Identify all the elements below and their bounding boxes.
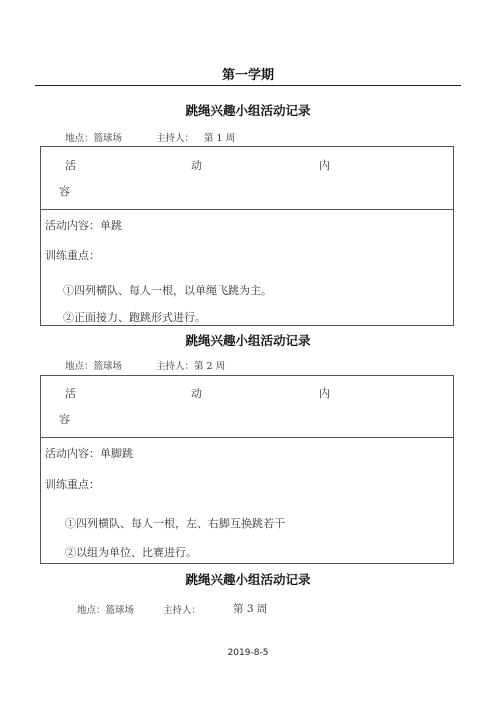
record-2-head-char-1: 活 [65,387,76,400]
record-2-content-label: 活动内容：单脚跳 [45,447,133,460]
page-header-title: 第一学期 [221,68,274,83]
record-3-place: 地点：篮球场 [77,605,135,616]
record-1-point-1: ①四列横队、每人一根，以单绳飞跳为主。 [63,284,272,297]
record-2-host: 主持人：第 2 周 [156,361,226,372]
record-1-host: 主持人： [156,133,195,144]
record-2-head-char-3: 内 [319,387,330,400]
record-1-head-char-3: 内 [319,159,330,172]
record-1-focus-label: 训练重点： [45,249,100,262]
record-1-header-row [41,147,453,210]
record-1-content-label: 活动内容：单跳 [45,219,122,232]
record-1-head-char-4: 容 [59,185,70,198]
record-2-title: 跳绳兴趣小组活动记录 [185,333,311,348]
footer-date: 2019-8-5 [227,648,269,658]
record-1-place: 地点：篮球场 [65,133,123,144]
record-2-table [40,375,454,564]
record-1-head-char-1: 活 [65,159,76,172]
record-1-point-2: ②正面接力、跑跳形式进行。 [63,311,206,324]
record-2-focus-label: 训练重点： [45,478,100,491]
record-1-week: 第 1 周 [204,133,236,144]
record-2-point-2: ②以组为单位、比赛进行。 [65,546,197,559]
record-3-title: 跳绳兴趣小组活动记录 [185,572,311,587]
record-1-head-char-2: 动 [191,159,202,172]
record-2-head-char-2: 动 [191,387,202,400]
record-1-table [40,146,454,326]
record-3-week: 第 3 周 [233,603,268,615]
record-1-title: 跳绳兴趣小组活动记录 [185,103,311,118]
record-2-place: 地点：篮球场 [65,361,123,372]
header-divider [35,85,461,86]
record-3-host: 主持人： [163,605,202,616]
record-2-head-char-4: 容 [59,413,70,426]
record-2-point-1: ①四列横队、每人一根，左、右脚互换跳若干 [65,517,285,530]
record-2-header-row [41,376,453,438]
